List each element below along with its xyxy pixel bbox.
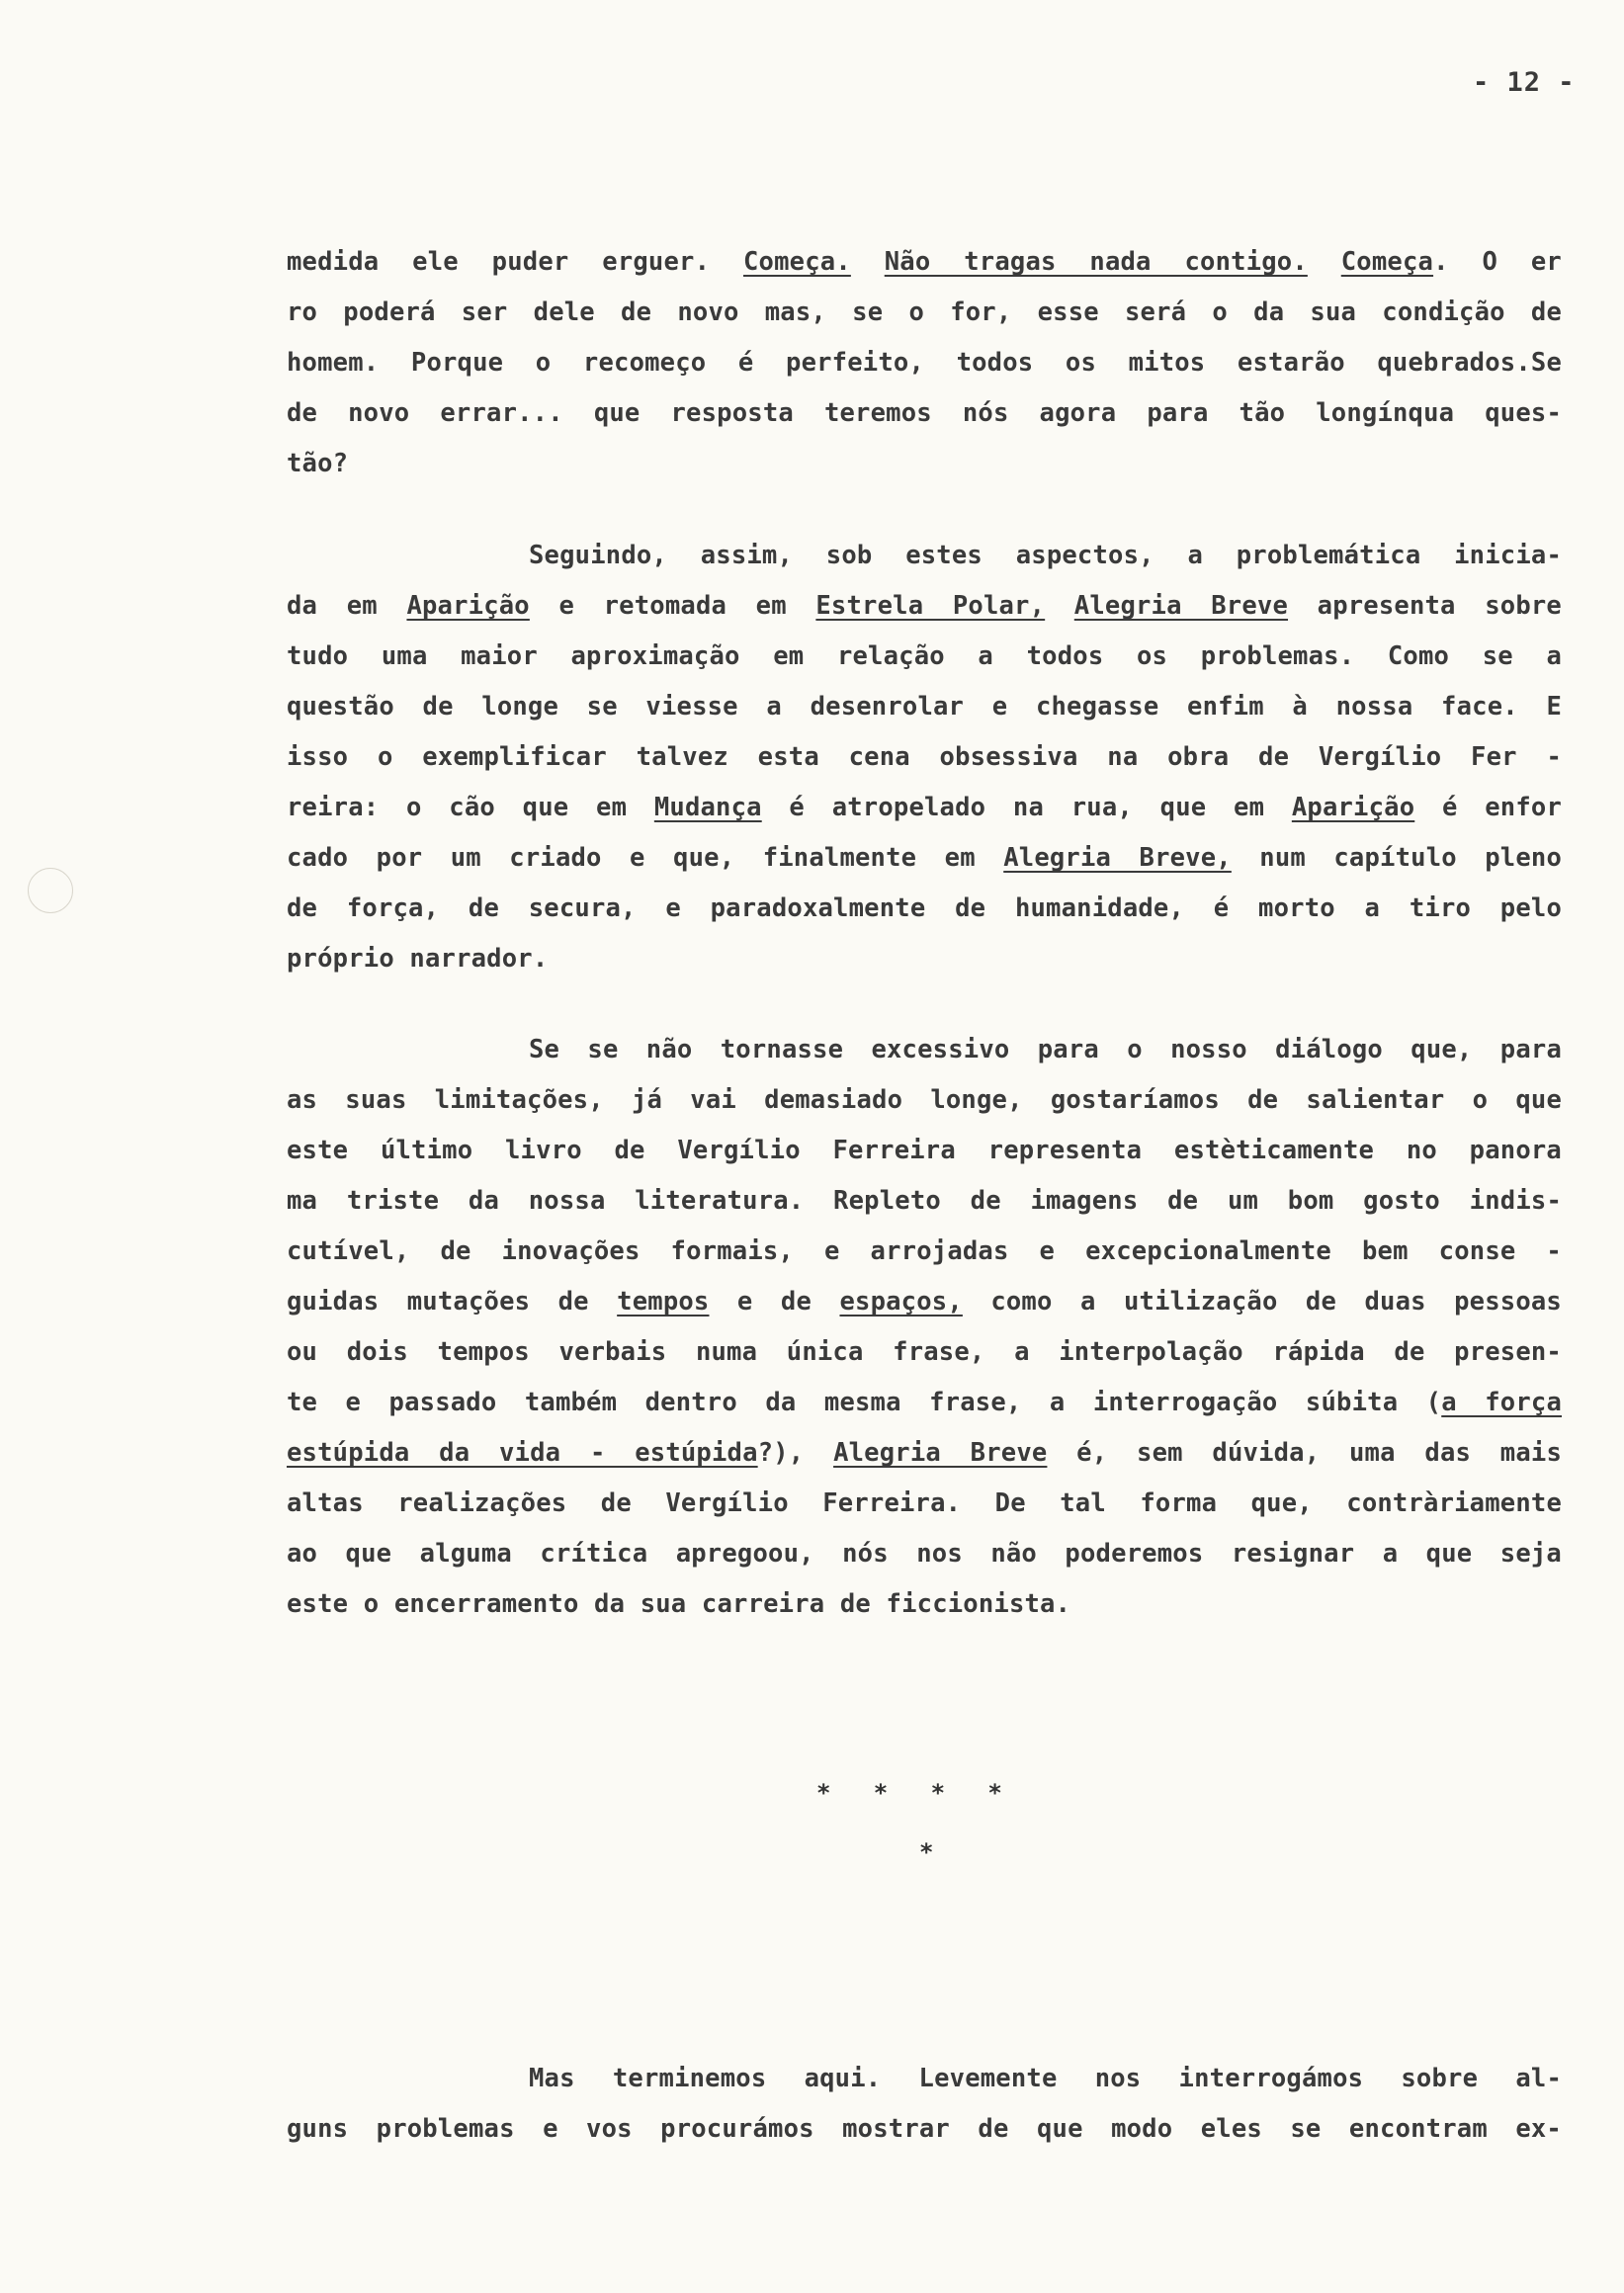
separator-stars-row1: * * * * [816, 1779, 1002, 1807]
line: isso o exemplificar talvez esta cena obsessiva na obra de Vergílio Fer - [287, 742, 1562, 772]
line: tudo uma maior aproximação em relação a todos os problemas. Como se a [287, 641, 1562, 671]
line: este o encerramento da sua carreira de ficcionista. [287, 1589, 1071, 1619]
line: cado por um criado e que, finalmente em Alegria Breve, num capítulo pleno [287, 843, 1562, 873]
line: questão de longe se viesse a desenrolar e chegasse enfim à nossa face. E [287, 692, 1562, 722]
underlined-text: Alegria Breve [833, 1438, 1048, 1468]
line: as suas limitações, já vai demasiado longe, gostaríamos de salientar o que [287, 1085, 1562, 1115]
underlined-text: Estrela Polar, [815, 591, 1046, 621]
punch-hole [28, 868, 73, 913]
line: de força, de secura, e paradoxalmente de humanidade, é morto a tiro pelo [287, 893, 1562, 923]
underlined-text: estúpida da vida - estúpida [287, 1438, 758, 1468]
underlined-text: Aparição [406, 591, 530, 621]
line: tão? [287, 449, 349, 478]
line: ro poderá ser dele de novo mas, se o for, esse será o da sua condição de [287, 297, 1562, 327]
line: da em Aparição e retomada em Estrela Polar, Alegria Breve apresenta sobre [287, 591, 1562, 621]
line: Mas terminemos aqui. Levemente nos interrogámos sobre al- [529, 2064, 1562, 2093]
line: guns problemas e vos procurámos mostrar de que modo eles se encontram ex- [287, 2114, 1562, 2144]
underlined-text: espaços, [839, 1287, 963, 1316]
underlined-text: Começa. [743, 247, 851, 277]
paragraph-3 [287, 1025, 1562, 1630]
line: de novo errar... que resposta teremos nós agora para tão longínqua ques- [287, 398, 1562, 428]
page-number: - 12 - [1473, 67, 1576, 98]
line: guidas mutações de tempos e de espaços, como a utilização de duas pessoas [287, 1287, 1562, 1316]
line: este último livro de Vergílio Ferreira representa estèticamente no panora [287, 1136, 1562, 1165]
line: homem. Porque o recomeço é perfeito, todos os mitos estarão quebrados.Se [287, 348, 1562, 378]
underlined-text: Aparição [1291, 793, 1415, 822]
separator-stars-row2: * [919, 1838, 934, 1866]
line: altas realizações de Vergílio Ferreira. De tal forma que, contràriamente [287, 1488, 1562, 1518]
line: próprio narrador. [287, 944, 549, 974]
underlined-text: tempos [617, 1287, 710, 1316]
paragraph-2 [287, 531, 1562, 984]
underlined-text: Mudança [653, 793, 762, 822]
underlined-text: Começa [1340, 247, 1434, 277]
line: ou dois tempos verbais numa única frase, a interpolação rápida de presen- [287, 1337, 1562, 1367]
line: te e passado também dentro da mesma frase, a interrogação súbita (a força [287, 1388, 1562, 1417]
line: cutível, de inovações formais, e arrojadas e excepcionalmente bem conse - [287, 1236, 1562, 1266]
line: ma triste da nossa literatura. Repleto de imagens de um bom gosto indis- [287, 1186, 1562, 1216]
line: ao que alguma crítica apregoou, nós nos não poderemos resignar a que seja [287, 1539, 1562, 1569]
underlined-text: a força [1441, 1388, 1562, 1417]
line: Seguindo, assim, sob estes aspectos, a problemática inicia- [529, 541, 1562, 570]
line: Se se não tornasse excessivo para o nosso diálogo que, para [529, 1035, 1562, 1064]
line: estúpida da vida - estúpida?), Alegria Breve é, sem dúvida, uma das mais [287, 1438, 1562, 1468]
line: medida ele puder erguer. Começa. Não tragas nada contigo. Começa. O er [287, 247, 1562, 277]
paragraph-1 [287, 237, 1562, 489]
paragraph-4 [287, 2054, 1562, 2155]
line: reira: o cão que em Mudança é atropelado na rua, que em Aparição é enfor [287, 793, 1562, 822]
underlined-text: Não tragas nada contigo. [884, 247, 1308, 277]
underlined-text: Alegria Breve, [1003, 843, 1232, 873]
underlined-text: Alegria Breve [1073, 591, 1289, 621]
